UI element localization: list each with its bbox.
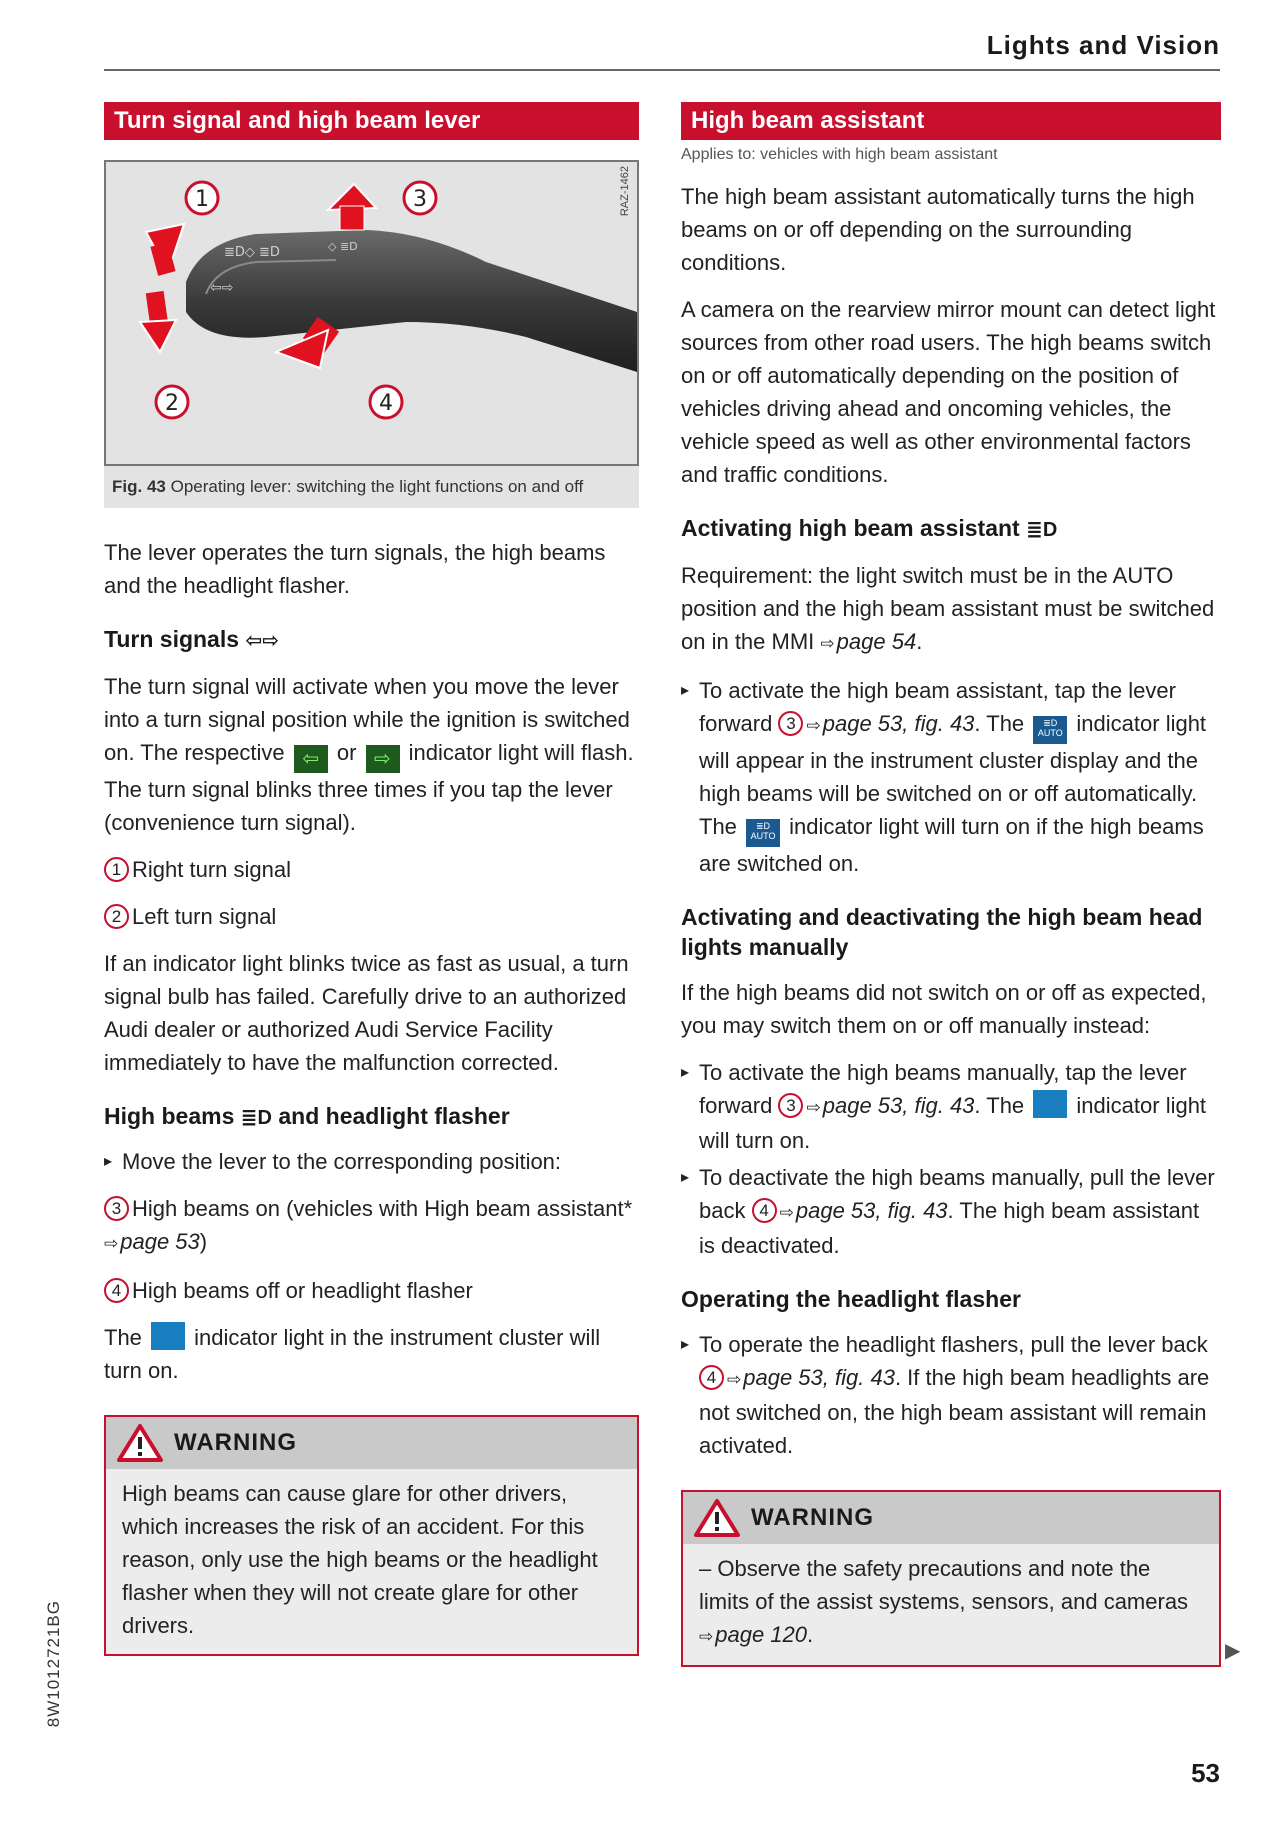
circle-number: 3 — [104, 1196, 129, 1221]
callout-3: 3 — [413, 187, 427, 212]
bulb-failure-paragraph: If an indicator light blinks twice as fast as usual, a turn signal bulb has failed. Carefully drive to an authorized Audi dealer or authorized Audi Service Facility immediately to have the malfunction corrected. — [104, 951, 629, 1075]
caption-label: Fig. 43 — [112, 477, 166, 496]
circle-number: 4 — [752, 1198, 777, 1223]
page-link[interactable]: page 53 — [120, 1229, 200, 1254]
warning-box-right — [681, 1490, 1221, 1667]
flasher-heading: Operating the headlight flasher — [681, 1286, 1021, 1312]
activating-heading: Activating high beam assistant ≣D — [681, 515, 1058, 541]
figure-code: RAZ-1462 — [619, 166, 631, 217]
continue-arrow-icon: ▶ — [1225, 1640, 1241, 1662]
warning-triangle-icon — [693, 1498, 741, 1538]
warning-text: High beams can cause glare for other drivers, which increases the risk of an accident. For this reason, only use the high beams or the headlight flasher when they will not create glare for other drivers. — [122, 1481, 598, 1638]
lever-intro: The lever operates the turn signals, the high beams and the headlight flasher. — [104, 540, 606, 598]
circle-number: 4 — [104, 1278, 129, 1303]
high-beam-indicator-icon — [1033, 1090, 1067, 1118]
warning-triangle-icon — [116, 1423, 164, 1463]
warning-text: – Observe the safety precautions and note the limits of the assist systems, sensors, and cameras ⇨page 120. — [699, 1556, 1189, 1647]
header-rule — [104, 69, 1220, 71]
svg-text:≣D◇ ≣D: ≣D◇ ≣D — [224, 245, 280, 260]
bullet-deactivate-manual: ▸ To deactivate the high beams manually, pull the lever back 4 ⇨page 53, fig. 43. The high beam assistant is deactivated. — [681, 1161, 1221, 1262]
page-link[interactable]: page 53, fig. 43 — [795, 1198, 948, 1223]
callout-4: 4 — [379, 391, 393, 416]
document-code: 8W1012721BG — [44, 1600, 63, 1728]
warning-title: WARNING — [174, 1429, 297, 1456]
figure-43 — [104, 160, 639, 466]
warning-title: WARNING — [751, 1504, 874, 1531]
page-ref-arrow-icon: ⇨ — [820, 634, 835, 653]
item-right-turn: 1 Right turn signal — [104, 853, 639, 886]
page-ref-arrow-icon: ⇨ — [104, 1234, 119, 1253]
callout-2: 2 — [165, 391, 179, 416]
turn-signals-heading: Turn signals ⇦⇨ — [104, 626, 279, 652]
circle-number: 1 — [104, 857, 129, 882]
bullet-activate-assistant: ▸ To activate the high beam assistant, tap the lever forward 3 ⇨page 53, fig. 43. The ≣D AUTO indicator light will appear in the instrument cluster display and the high beams will be switched on or off automatically. The ≣D AUTO indicator light will turn on if the high beams are switched on. — [681, 674, 1221, 880]
high-beam-indicator-note: The indicator light in the instrument cluster will turn on. — [104, 1321, 639, 1387]
arrow-down-2 — [140, 320, 176, 352]
arrow-back-4 — [276, 330, 328, 368]
circle-number: 3 — [778, 711, 803, 736]
bullet-activate-manual: ▸ To activate the high beams manually, tap the lever forward 3 ⇨page 53, fig. 43. The indicator light will turn on. — [681, 1056, 1221, 1157]
left-turn-indicator-icon: ⇦ — [294, 745, 328, 773]
bullet-move-lever: ▸ Move the lever to the corresponding position: — [104, 1145, 639, 1178]
warning-header — [683, 1492, 1219, 1544]
high-beams-heading: High beams ≣D and headlight flasher — [104, 1103, 510, 1129]
circle-number: 3 — [778, 1093, 803, 1118]
turn-signal-paragraph: The turn signal will activate when you move the lever into a turn signal position while the ignition is switched on. The respective ⇦ or ⇨ indicator light will flash. The turn signal blinks three times if you tap the lever (convenience turn signal). — [104, 674, 634, 835]
warning-header — [106, 1417, 637, 1469]
svg-text:⇦⇨: ⇦⇨ — [210, 280, 234, 296]
high-beam-icon: ≣D — [240, 1107, 272, 1129]
camera-paragraph: A camera on the rearview mirror mount can detect light sources from other road users. The high beams switch on or off automatically depending on the position of vehicles driving ahead and oncoming vehicles, the vehicle speed as well as other environmental factors and traffic conditions. — [681, 297, 1216, 487]
circle-number: 2 — [104, 904, 129, 929]
high-beam-indicator-icon — [151, 1322, 185, 1350]
page-ref-arrow-icon: ⇨ — [779, 1203, 794, 1222]
page-link[interactable]: page 53, fig. 43 — [743, 1365, 895, 1390]
callout-1: 1 — [195, 187, 209, 212]
item-high-beams-off: 4 High beams off or headlight flasher — [104, 1274, 639, 1307]
left-column — [104, 102, 639, 1656]
assistant-intro: The high beam assistant automatically turns the high beams on or off depending on the surrounding conditions. — [681, 184, 1195, 275]
circle-number: 4 — [699, 1365, 724, 1390]
page-ref-arrow-icon: ⇨ — [806, 716, 821, 735]
svg-text:◇ ≣D: ◇ ≣D — [328, 240, 358, 253]
page-ref-arrow-icon: ⇨ — [727, 1370, 742, 1389]
lever-illustration — [106, 162, 637, 464]
item-left-turn: 2 Left turn signal — [104, 900, 639, 933]
high-beam-assist-on-indicator-icon: ≣D AUTO — [746, 819, 780, 847]
manual-intro: If the high beams did not switch on or off as expected, you may switch them on or off manually instead: — [681, 980, 1207, 1038]
section-title-assistant: High beam assistant — [681, 102, 1221, 140]
page-link[interactable]: page 120 — [715, 1622, 808, 1647]
page-ref-arrow-icon: ⇨ — [699, 1627, 714, 1646]
right-column — [681, 102, 1221, 1667]
manual-heading: Activating and deactivating the high beam head lights manually — [681, 904, 1203, 960]
page-link[interactable]: page 54 — [836, 629, 917, 654]
bullet-operate-flasher: ▸ To operate the headlight flashers, pull the lever back 4 ⇨page 53, fig. 43. If the high beam headlights are not switched on, the high beam assistant will remain activated. — [681, 1328, 1221, 1462]
warning-box-left — [104, 1415, 639, 1656]
applies-to: Applies to: vehicles with high beam assistant — [681, 146, 998, 163]
figure-caption — [104, 466, 639, 508]
page-link[interactable]: page 53, fig. 43 — [822, 711, 975, 736]
running-header: Lights and Vision — [986, 30, 1220, 60]
page-ref-arrow-icon: ⇨ — [806, 1098, 821, 1117]
requirement-paragraph: Requirement: the light switch must be in the AUTO position and the high beam assistant must be switched on in the MMI ⇨page 54. — [681, 563, 1215, 654]
page-number: 53 — [1191, 1758, 1220, 1788]
right-turn-indicator-icon: ⇨ — [366, 745, 400, 773]
turn-signal-icon: ⇦⇨ — [245, 630, 279, 652]
section-title-lever: Turn signal and high beam lever — [104, 102, 639, 140]
page-link[interactable]: page 53, fig. 43 — [822, 1093, 975, 1118]
high-beam-auto-icon: ≣D — [1026, 519, 1058, 541]
high-beam-assist-indicator-icon: ≣D AUTO — [1033, 716, 1067, 744]
caption-text: Operating lever: switching the light functions on and off — [170, 477, 584, 496]
item-high-beams-on: 3 High beams on (vehicles with High beam assistant* ⇨page 53) — [104, 1196, 633, 1254]
